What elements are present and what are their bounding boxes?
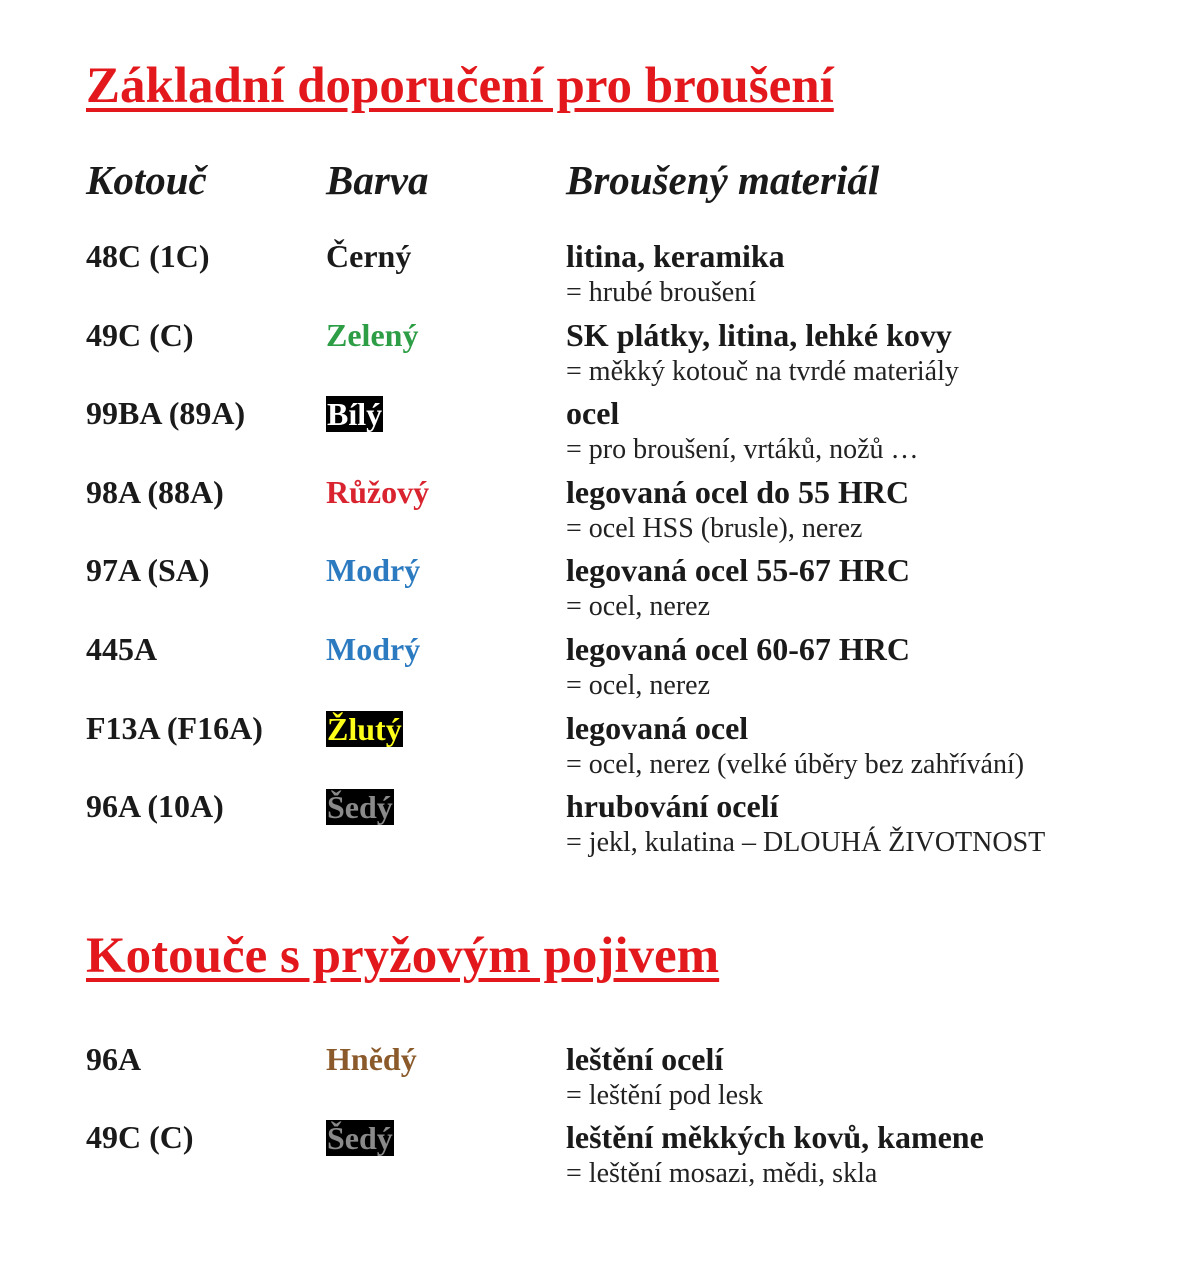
material-note: = ocel HSS (brusle), nerez xyxy=(566,513,863,544)
wheel-color-name: Šedý xyxy=(327,1120,393,1156)
wheel-color-name: Černý xyxy=(326,238,412,274)
wheel-color-name: Bílý xyxy=(327,396,383,432)
ground-material: ocel xyxy=(566,395,620,431)
table-row xyxy=(0,552,1181,630)
table-row xyxy=(0,238,1181,316)
material-note: = měkký kotouč na tvrdé materiály xyxy=(566,356,959,387)
wheel-code: 99BA (89A) xyxy=(86,395,246,431)
material-note: = jekl, kulatina – DLOUHÁ ŽIVOTNOST xyxy=(566,827,1046,858)
wheel-code: 96A (10A) xyxy=(86,788,224,824)
wheel-color-name: Modrý xyxy=(326,631,421,667)
ground-material: leštění měkkých kovů, kamene xyxy=(566,1119,984,1155)
wheel-color-name: Zelený xyxy=(326,317,419,353)
wheel-color-name: Žlutý xyxy=(327,711,402,747)
wheel-color-name: Růžový xyxy=(326,474,430,510)
table-row xyxy=(0,395,1181,473)
material-note: = ocel, nerez xyxy=(566,670,711,701)
column-header-wheel: Kotouč xyxy=(86,157,207,203)
material-note: = hrubé broušení xyxy=(566,277,756,308)
table-row xyxy=(0,317,1181,395)
table-row xyxy=(0,631,1181,709)
table-row xyxy=(0,1119,1181,1197)
ground-material: leštění ocelí xyxy=(566,1041,724,1077)
wheel-code: 49C (C) xyxy=(86,1119,194,1155)
table-row xyxy=(0,1041,1181,1119)
wheel-code: 97A (SA) xyxy=(86,552,210,588)
wheel-code: 48C (1C) xyxy=(86,238,210,274)
column-header-material: Broušený materiál xyxy=(566,157,880,203)
wheel-color-name: Šedý xyxy=(327,789,393,825)
material-note: = ocel, nerez (velké úběry bez zahřívání) xyxy=(566,749,1025,780)
material-note: = leštění mosazi, mědi, skla xyxy=(566,1158,878,1189)
ground-material: legovaná ocel do 55 HRC xyxy=(566,474,910,510)
wheel-code: F13A (F16A) xyxy=(86,710,263,746)
wheel-code: 445A xyxy=(86,631,158,667)
table-row xyxy=(0,788,1181,866)
material-note: = ocel, nerez xyxy=(566,591,711,622)
material-note: = pro broušení, vrtáků, nožů … xyxy=(566,434,919,465)
section-title-grinding-recommendations: Základní doporučení pro broušení xyxy=(86,58,834,114)
ground-material: legovaná ocel xyxy=(566,710,749,746)
ground-material: hrubování ocelí xyxy=(566,788,779,824)
wheel-code: 96A xyxy=(86,1041,142,1077)
ground-material: SK plátky, litina, lehké kovy xyxy=(566,317,952,353)
wheel-code: 49C (C) xyxy=(86,317,194,353)
wheel-color-name: Modrý xyxy=(326,552,421,588)
wheel-color-name: Hnědý xyxy=(326,1041,417,1077)
ground-material: legovaná ocel 55-67 HRC xyxy=(566,552,910,588)
ground-material: legovaná ocel 60-67 HRC xyxy=(566,631,910,667)
table-row xyxy=(0,474,1181,552)
column-header-color: Barva xyxy=(326,157,429,203)
wheel-code: 98A (88A) xyxy=(86,474,224,510)
section-title-rubber-bond-wheels: Kotouče s pryžovým pojivem xyxy=(86,928,720,984)
table-row xyxy=(0,710,1181,788)
material-note: = leštění pod lesk xyxy=(566,1080,763,1111)
ground-material: litina, keramika xyxy=(566,238,785,274)
